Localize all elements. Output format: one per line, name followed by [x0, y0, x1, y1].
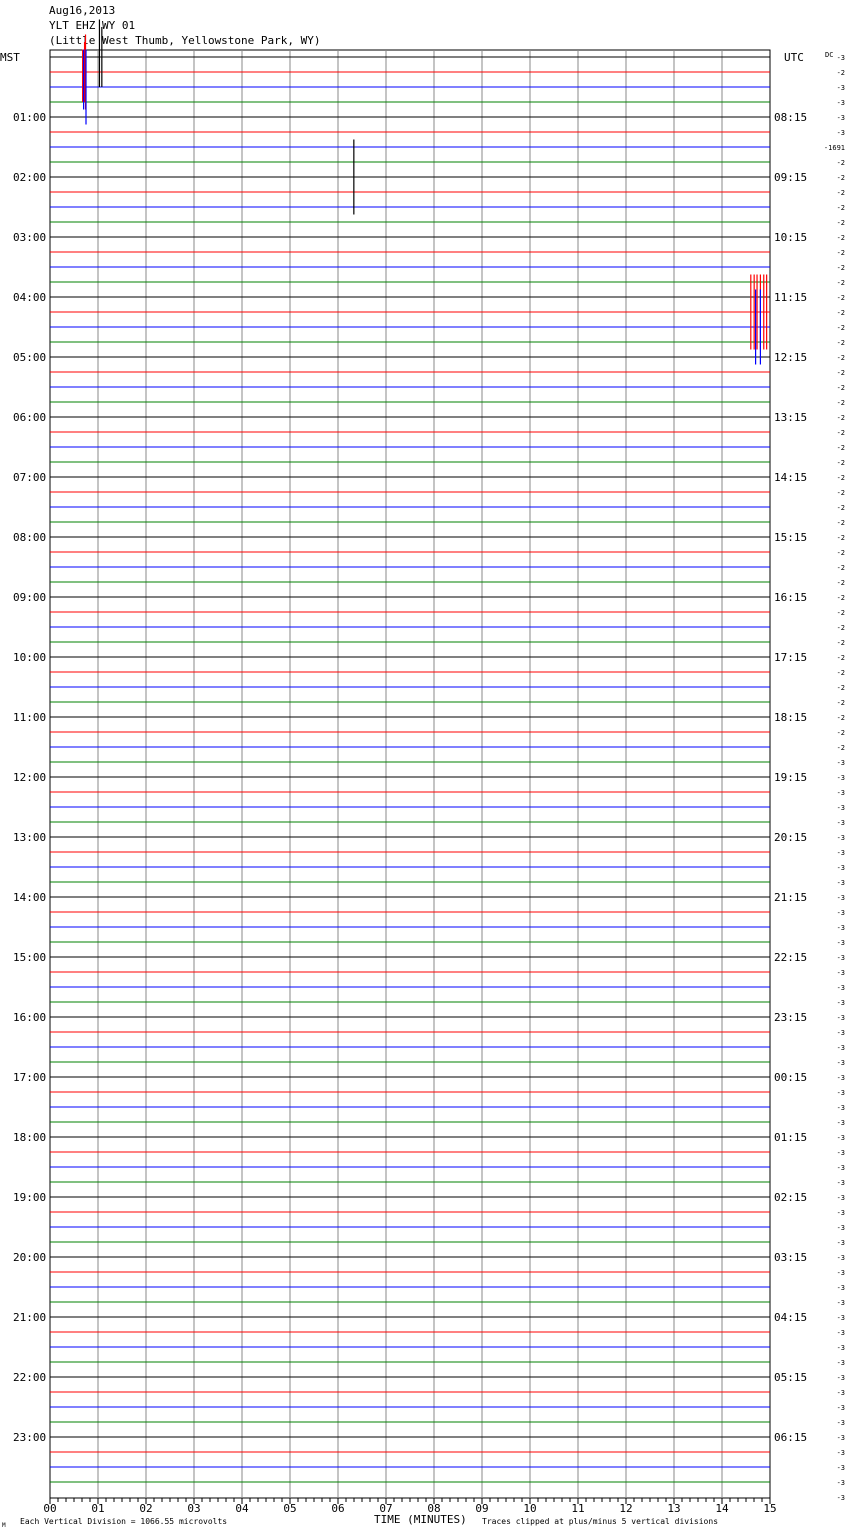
dc-offset-label: -3	[836, 1209, 845, 1217]
utc-hour-label: 23:15	[774, 1011, 808, 1024]
utc-hour-label: 08:15	[774, 111, 808, 124]
x-tick-label: 01	[91, 1502, 105, 1515]
dc-offset-label: -2	[836, 294, 845, 302]
dc-offset-label: -3	[836, 984, 845, 992]
mst-hour-label: 10:00	[13, 651, 47, 664]
dc-offset-label: -3	[836, 819, 845, 827]
axis-labels	[0, 51, 845, 1529]
mst-hour-label: 22:00	[13, 1371, 47, 1384]
mst-hour-label: 06:00	[13, 411, 47, 424]
dc-offset-label: -3	[836, 1059, 845, 1067]
dc-offset-label: -2	[836, 609, 845, 617]
right-timezone-label: UTC	[784, 51, 804, 64]
utc-hour-label: 15:15	[774, 531, 808, 544]
dc-offset-label: -2	[836, 474, 845, 482]
mst-hour-label: 11:00	[13, 711, 47, 724]
dc-offset-label: -2	[836, 594, 845, 602]
dc-offset-label: -3	[836, 1044, 845, 1052]
utc-hour-label: 04:15	[774, 1311, 808, 1324]
x-tick-label: 04	[235, 1502, 249, 1515]
dc-offset-label: -3	[836, 99, 845, 107]
dc-offset-label: -3	[836, 1389, 845, 1397]
mst-hour-label: 13:00	[13, 831, 47, 844]
mst-hour-label: 12:00	[13, 771, 47, 784]
dc-offset-label: -2	[836, 69, 845, 77]
dc-offset-label: -2	[836, 429, 845, 437]
mst-hour-label: 02:00	[13, 171, 47, 184]
dc-offset-label: -2	[836, 249, 845, 257]
mst-hour-label: 01:00	[13, 111, 47, 124]
dc-offset-label: -3	[836, 1254, 845, 1262]
mst-hour-label: 04:00	[13, 291, 47, 304]
x-tick-label: 00	[43, 1502, 57, 1515]
utc-hour-label: 03:15	[774, 1251, 808, 1264]
dc-offset-label: -3	[836, 834, 845, 842]
dc-offset-label: -3	[836, 774, 845, 782]
dc-offset-label: -2	[836, 714, 845, 722]
dc-offset-label: -3	[836, 939, 845, 947]
dc-offset-label: -2	[836, 234, 845, 242]
dc-offset-label: -3	[836, 1419, 845, 1427]
mst-hour-label: 08:00	[13, 531, 47, 544]
utc-hour-label: 09:15	[774, 171, 808, 184]
utc-hour-label: 17:15	[774, 651, 808, 664]
dc-offset-label: -3	[836, 1014, 845, 1022]
x-tick-label: 03	[187, 1502, 201, 1515]
mst-hour-label: 21:00	[13, 1311, 47, 1324]
utc-hour-label: 10:15	[774, 231, 808, 244]
dc-offset-label: -1691	[823, 144, 845, 152]
dc-offset-label: -3	[836, 1374, 845, 1382]
dc-offset-label: -3	[836, 759, 845, 767]
x-tick-label: 06	[331, 1502, 345, 1515]
utc-hour-label: 00:15	[774, 1071, 808, 1084]
dc-offset-label: -3	[836, 999, 845, 1007]
left-timezone-label: MST	[0, 51, 20, 64]
dc-offset-label: -2	[836, 369, 845, 377]
dc-offset-label: -3	[836, 1359, 845, 1367]
dc-offset-label: -2	[836, 414, 845, 422]
dc-offset-label: -3	[836, 1179, 845, 1187]
mst-hour-label: 15:00	[13, 951, 47, 964]
utc-hour-label: 22:15	[774, 951, 808, 964]
dc-offset-label: -2	[836, 354, 845, 362]
mst-hour-label: 09:00	[13, 591, 47, 604]
dc-offset-label: -2	[836, 699, 845, 707]
dc-offset-label: -2	[836, 309, 845, 317]
dc-offset-label: -2	[836, 174, 845, 182]
x-tick-label: 02	[139, 1502, 153, 1515]
utc-hour-label: 14:15	[774, 471, 808, 484]
dc-offset-label: -3	[836, 864, 845, 872]
scale-note: Each Vertical Division = 1066.55 microvolts	[20, 1517, 228, 1526]
utc-hour-label: 05:15	[774, 1371, 808, 1384]
dc-offset-label: -2	[836, 189, 845, 197]
utc-hour-label: 19:15	[774, 771, 808, 784]
mst-hour-label: 19:00	[13, 1191, 47, 1204]
dc-offset-label: -3	[836, 1314, 845, 1322]
trace-lines	[50, 57, 770, 1482]
dc-offset-label: -2	[836, 729, 845, 737]
dc-offset-label: -2	[836, 654, 845, 662]
chart-station: YLT EHZ WY 01	[49, 19, 136, 32]
dc-offset-label: -2	[836, 564, 845, 572]
dc-offset-label: -3	[836, 879, 845, 887]
dc-offset-label: -3	[836, 954, 845, 962]
utc-hour-label: 20:15	[774, 831, 808, 844]
dc-offset-label: -3	[836, 804, 845, 812]
dc-offset-label: -2	[836, 669, 845, 677]
x-tick-label: 11	[571, 1502, 585, 1515]
dc-offset-label: -3	[836, 1074, 845, 1082]
x-tick-label: 15	[763, 1502, 777, 1515]
dc-offset-label: -3	[836, 1134, 845, 1142]
dc-offset-label: -2	[836, 549, 845, 557]
dc-offset-label: -2	[836, 504, 845, 512]
utc-hour-label: 06:15	[774, 1431, 808, 1444]
x-tick-label: 08	[427, 1502, 441, 1515]
dc-offset-label: -2	[836, 624, 845, 632]
chart-date: Aug16,2013	[49, 4, 116, 17]
x-tick-label: 13	[667, 1502, 681, 1515]
dc-offset-label: -3	[836, 1104, 845, 1112]
x-tick-label: 09	[475, 1502, 489, 1515]
dc-label: DC	[825, 51, 834, 59]
dc-offset-label: -2	[836, 684, 845, 692]
utc-hour-label: 21:15	[774, 891, 808, 904]
utc-hour-label: 12:15	[774, 351, 808, 364]
dc-offset-label: -2	[836, 744, 845, 752]
corner-mark: M	[2, 1522, 6, 1529]
dc-offset-label: -3	[836, 924, 845, 932]
utc-hour-label: 18:15	[774, 711, 808, 724]
dc-offset-label: -3	[836, 1479, 845, 1487]
mst-hour-label: 18:00	[13, 1131, 47, 1144]
dc-offset-label: -2	[836, 459, 845, 467]
dc-offset-label: -3	[836, 969, 845, 977]
mst-hour-label: 05:00	[13, 351, 47, 364]
mst-hour-label: 14:00	[13, 891, 47, 904]
mst-hour-label: 17:00	[13, 1071, 47, 1084]
mst-hour-label: 16:00	[13, 1011, 47, 1024]
mst-hour-label: 07:00	[13, 471, 47, 484]
dc-offset-label: -3	[836, 1149, 845, 1157]
dc-offset-label: -3	[836, 1194, 845, 1202]
x-tick-label: 12	[619, 1502, 633, 1515]
dc-offset-label: -3	[836, 1404, 845, 1412]
utc-hour-label: 13:15	[774, 411, 808, 424]
dc-offset-label: -3	[836, 114, 845, 122]
dc-offset-label: -3	[836, 1449, 845, 1457]
dc-offset-label: -2	[836, 204, 845, 212]
dc-offset-label: -2	[836, 519, 845, 527]
dc-offset-label: -3	[836, 849, 845, 857]
dc-offset-label: -2	[836, 219, 845, 227]
dc-offset-label: -3	[836, 1224, 845, 1232]
mst-hour-label: 20:00	[13, 1251, 47, 1264]
dc-offset-label: -2	[836, 339, 845, 347]
dc-offset-label: -2	[836, 639, 845, 647]
dc-offset-label: -2	[836, 489, 845, 497]
dc-offset-label: -2	[836, 534, 845, 542]
x-axis-label: TIME (MINUTES)	[374, 1513, 467, 1526]
dc-offset-label: -2	[836, 444, 845, 452]
dc-offset-label: -3	[836, 1299, 845, 1307]
dc-offset-label: -3	[836, 84, 845, 92]
dc-offset-label: -3	[836, 1089, 845, 1097]
dc-offset-label: -3	[836, 1029, 845, 1037]
dc-offset-label: -3	[836, 1284, 845, 1292]
dc-offset-label: -3	[836, 894, 845, 902]
x-tick-label: 14	[715, 1502, 729, 1515]
chart-location: (Little West Thumb, Yellowstone Park, WY)	[49, 34, 321, 47]
dc-offset-label: -2	[836, 159, 845, 167]
dc-offset-label: -3	[836, 1344, 845, 1352]
x-tick-label: 10	[523, 1502, 537, 1515]
dc-offset-label: -3	[836, 129, 845, 137]
x-tick-label: 05	[283, 1502, 297, 1515]
dc-offset-label: -3	[836, 54, 845, 62]
utc-hour-label: 16:15	[774, 591, 808, 604]
dc-offset-label: -2	[836, 579, 845, 587]
utc-hour-label: 11:15	[774, 291, 808, 304]
x-tick-label: 07	[379, 1502, 393, 1515]
mst-hour-label: 03:00	[13, 231, 47, 244]
dc-offset-label: -2	[836, 264, 845, 272]
dc-offset-label: -3	[836, 1269, 845, 1277]
dc-offset-label: -3	[836, 1494, 845, 1502]
dc-offset-label: -3	[836, 1164, 845, 1172]
dc-offset-label: -3	[836, 909, 845, 917]
dc-offset-label: -3	[836, 1434, 845, 1442]
dc-offset-label: -3	[836, 1239, 845, 1247]
utc-hour-label: 02:15	[774, 1191, 808, 1204]
dc-offset-label: -3	[836, 1119, 845, 1127]
dc-offset-label: -2	[836, 324, 845, 332]
dc-offset-label: -3	[836, 1464, 845, 1472]
clip-note: Traces clipped at plus/minus 5 vertical divisions	[482, 1517, 719, 1526]
dc-offset-label: -2	[836, 384, 845, 392]
dc-offset-label: -2	[836, 399, 845, 407]
mst-hour-label: 23:00	[13, 1431, 47, 1444]
dc-offset-label: -2	[836, 279, 845, 287]
dc-offset-label: -3	[836, 1329, 845, 1337]
utc-hour-label: 01:15	[774, 1131, 808, 1144]
dc-offset-label: -3	[836, 789, 845, 797]
